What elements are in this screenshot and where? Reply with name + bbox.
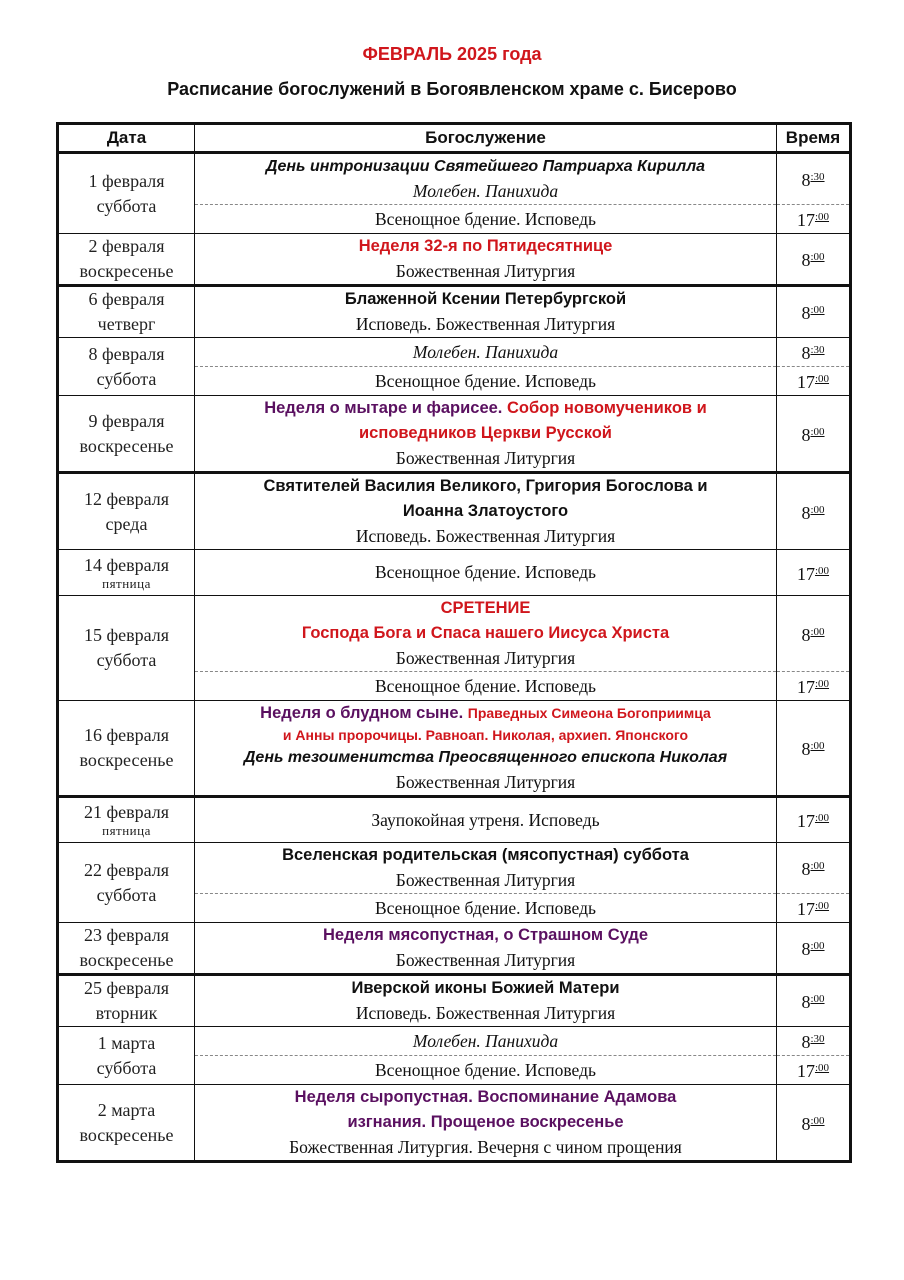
time-minutes: :00: [810, 625, 825, 638]
time-minutes: :00: [814, 678, 830, 690]
service-name: Божественная Литургия: [395, 261, 576, 281]
date-cell: [58, 396, 195, 473]
table-row: [58, 975, 851, 1027]
time-cell: [777, 550, 851, 596]
service-cell: [195, 1027, 777, 1056]
service-name: Всенощное бдение. Исповедь: [375, 897, 596, 918]
date-day: 1 марта: [97, 1032, 156, 1053]
time-minutes: :00: [810, 304, 825, 316]
feast-title-cont: Иоанна Златоустого: [402, 502, 569, 520]
date-cell: [58, 843, 195, 923]
time-cell: [777, 205, 851, 234]
service-cell: [195, 596, 777, 672]
feast-title-red-cont: и Анны пророчицы. Равноап. Николая, архиеп. Японского: [282, 726, 689, 743]
time-cell: [777, 701, 851, 797]
date-cell: [58, 153, 195, 234]
feast-title: Неделя мясопустная, о Страшном Суде: [322, 926, 649, 944]
table-row: [58, 153, 851, 205]
date-weekday: воскресенье: [79, 750, 174, 770]
time-cell: [777, 797, 851, 843]
date-day: 14 февраля: [83, 554, 170, 575]
feast-title-cont: изгнания. Прощеное воскресенье: [347, 1113, 624, 1131]
date-day: 15 февраля: [83, 625, 170, 645]
time-minutes: :00: [810, 1114, 825, 1127]
date-cell: [58, 234, 195, 286]
time-minutes: :00: [814, 900, 830, 912]
table-row: [58, 843, 851, 894]
time-cell: [777, 396, 851, 473]
table-row: [58, 701, 851, 797]
time-cell: [777, 843, 851, 894]
time-minutes: :00: [814, 373, 830, 385]
service-name: Молебен. Панихида: [412, 1030, 559, 1051]
service-name: Молебен. Панихида: [412, 181, 559, 201]
time-minutes: :00: [810, 503, 825, 516]
service-cell: [195, 367, 777, 396]
service-cell: [195, 550, 777, 596]
time-hour: 8: [801, 250, 811, 270]
time-minutes: :00: [814, 564, 830, 577]
date-cell: [58, 923, 195, 975]
date-cell: [58, 596, 195, 701]
service-cell: [195, 701, 777, 797]
date-weekday: вторник: [95, 1003, 158, 1023]
time-minutes: :00: [814, 1062, 830, 1074]
column-header-date: Дата: [58, 124, 195, 153]
date-day: 2 февраля: [88, 236, 165, 256]
service-name: Всенощное бдение. Исповедь: [375, 562, 596, 582]
time-minutes: :30: [810, 1033, 825, 1045]
table-row: [58, 923, 851, 975]
date-day: 21 февраля: [83, 802, 170, 822]
time-hour: 8: [801, 502, 811, 523]
table-row: [58, 286, 851, 338]
date-weekday: суббота: [96, 195, 157, 216]
time-hour: 8: [801, 1113, 811, 1134]
service-name: Божественная Литургия: [395, 950, 576, 970]
date-day: 25 февраля: [83, 978, 170, 998]
service-cell: [195, 1085, 777, 1162]
time-hour: 8: [801, 343, 811, 363]
feast-title: День интронизации Святейшего Патриарха Кирилла: [265, 158, 706, 175]
page-title: ФЕВРАЛЬ 2025 года: [362, 44, 542, 64]
date-weekday: четверг: [97, 314, 156, 334]
table-header-row: [58, 124, 851, 153]
feast-title: Святителей Василия Великого, Григория Богослова и: [263, 477, 708, 495]
service-cell: [195, 1056, 777, 1085]
date-cell: [58, 1085, 195, 1162]
schedule-table: [56, 122, 852, 1163]
time-hour: 8: [801, 624, 811, 645]
table-row: [58, 596, 851, 672]
column-header-service: Богослужение: [195, 124, 777, 153]
time-minutes: :00: [810, 425, 825, 438]
service-name: Всенощное бдение. Исповедь: [375, 370, 596, 391]
date-weekday: пятница: [102, 575, 151, 591]
time-minutes: :00: [810, 251, 825, 263]
service-cell: [195, 153, 777, 205]
time-cell: [777, 1027, 851, 1056]
time-minutes: :00: [814, 812, 830, 824]
feast-title-red: Праведных Симеона Богоприимца: [467, 704, 711, 721]
time-minutes: :30: [810, 171, 825, 183]
service-name: Божественная Литургия: [395, 448, 576, 468]
service-name: Божественная Литургия. Вечерня с чином прощения: [289, 1137, 682, 1157]
feast-title-purple: Неделя о мытаре и фарисее.: [264, 399, 503, 417]
date-weekday: суббота: [96, 368, 157, 389]
date-cell: [58, 550, 195, 596]
date-weekday: воскресенье: [79, 1124, 174, 1145]
table-row: [58, 797, 851, 843]
service-name: Исповедь. Божественная Литургия: [355, 1003, 616, 1023]
service-cell: [195, 894, 777, 923]
feast-title: Вселенская родительская (мясопустная) суббота: [282, 846, 689, 864]
time-hour: 8: [801, 1032, 811, 1052]
table-row: [58, 1027, 851, 1056]
feast-title-purple: Неделя о блудном сыне.: [260, 703, 464, 722]
service-cell: [195, 672, 777, 701]
date-weekday: пятница: [102, 823, 151, 838]
date-weekday: воскресенье: [79, 435, 174, 456]
service-cell: [195, 338, 777, 367]
table-row: [58, 1085, 851, 1162]
time-cell: [777, 672, 851, 701]
column-header-time: Время: [777, 124, 851, 153]
feast-title: Иверской иконы Божией Матери: [351, 979, 620, 997]
feast-italic: День тезоименитства Преосвященного епископа Николая: [243, 748, 728, 766]
service-name: Всенощное бдение. Исповедь: [375, 675, 596, 696]
time-hour: 8: [801, 739, 811, 759]
page-subtitle: Расписание богослужений в Богоявленском храме с. Бисерово: [167, 79, 737, 99]
service-name: Молебен. Панихида: [412, 341, 559, 362]
time-cell: [777, 596, 851, 672]
table-row: [58, 396, 851, 473]
service-name: Всенощное бдение. Исповедь: [375, 208, 596, 229]
feast-title: Неделя 32-я по Пятидесятнице: [358, 237, 613, 255]
feast-title: Неделя сыропустная. Воспоминание Адамова: [294, 1088, 677, 1106]
time-hour: 8: [801, 424, 811, 445]
time-hour: 8: [801, 859, 811, 879]
date-cell: [58, 975, 195, 1027]
time-cell: [777, 367, 851, 396]
date-day: 2 марта: [97, 1099, 156, 1120]
table-row: [58, 473, 851, 550]
table-row: [58, 338, 851, 367]
time-minutes: :00: [810, 993, 825, 1005]
date-weekday: суббота: [96, 650, 157, 670]
time-hour: 8: [801, 170, 811, 190]
time-minutes: :00: [810, 940, 825, 952]
date-day: 16 февраля: [83, 725, 170, 745]
service-name: Исповедь. Божественная Литургия: [355, 526, 616, 546]
time-hour: 17: [796, 372, 815, 392]
date-day: 8 февраля: [88, 343, 165, 364]
time-hour: 17: [796, 1061, 815, 1081]
time-minutes: :30: [810, 344, 825, 356]
time-cell: [777, 894, 851, 923]
time-cell: [777, 338, 851, 367]
time-hour: 17: [796, 677, 815, 697]
date-day: 12 февраля: [83, 488, 170, 509]
service-name: Всенощное бдение. Исповедь: [375, 1059, 596, 1080]
time-hour: 17: [796, 563, 815, 584]
time-cell: [777, 1056, 851, 1085]
service-name: Божественная Литургия: [395, 771, 576, 792]
date-cell: [58, 797, 195, 843]
time-cell: [777, 473, 851, 550]
service-name: Божественная Литургия: [395, 870, 576, 890]
date-weekday: воскресенье: [79, 950, 174, 970]
time-hour: 17: [796, 811, 815, 831]
time-cell: [777, 975, 851, 1027]
service-cell: [195, 286, 777, 338]
time-hour: 8: [801, 939, 811, 959]
time-cell: [777, 923, 851, 975]
table-row: [58, 234, 851, 286]
service-cell: [195, 975, 777, 1027]
time-hour: 8: [801, 992, 811, 1012]
time-cell: [777, 286, 851, 338]
date-weekday: суббота: [96, 884, 157, 905]
time-minutes: :00: [814, 211, 830, 223]
date-weekday: среда: [105, 513, 148, 534]
time-hour: 17: [796, 899, 815, 919]
date-cell: [58, 338, 195, 396]
table-row: [58, 550, 851, 596]
date-day: 23 февраля: [83, 925, 170, 945]
service-cell: [195, 205, 777, 234]
date-cell: [58, 473, 195, 550]
time-cell: [777, 234, 851, 286]
feast-title-cont: Господа Бога и Спаса нашего Иисуса Христа: [301, 624, 670, 642]
service-cell: [195, 843, 777, 894]
time-hour: 8: [801, 303, 811, 323]
date-weekday: воскресенье: [79, 261, 174, 281]
date-day: 6 февраля: [88, 289, 165, 309]
service-cell: [195, 473, 777, 550]
time-minutes: :00: [810, 860, 825, 872]
date-cell: [58, 701, 195, 797]
service-name: Божественная Литургия: [395, 648, 576, 668]
feast-title-red-cont: исповедников Церкви Русской: [359, 424, 612, 442]
date-day: 9 февраля: [88, 410, 165, 431]
service-cell: [195, 923, 777, 975]
service-cell: [195, 797, 777, 843]
date-cell: [58, 286, 195, 338]
date-cell: [58, 1027, 195, 1085]
date-weekday: суббота: [96, 1057, 157, 1078]
feast-title-red: Собор новомучеников и: [506, 399, 707, 417]
time-hour: 17: [796, 210, 815, 230]
time-minutes: :00: [810, 740, 825, 752]
time-cell: [777, 153, 851, 205]
service-cell: [195, 234, 777, 286]
service-cell: [195, 396, 777, 473]
service-name: Заупокойная утреня. Исповедь: [371, 809, 600, 830]
time-cell: [777, 1085, 851, 1162]
date-day: 22 февраля: [83, 859, 170, 880]
feast-title: СРЕТЕНИЕ: [440, 599, 531, 617]
date-day: 1 февраля: [88, 170, 165, 191]
feast-title: Блаженной Ксении Петербургской: [344, 290, 627, 308]
service-name: Исповедь. Божественная Литургия: [355, 314, 616, 334]
